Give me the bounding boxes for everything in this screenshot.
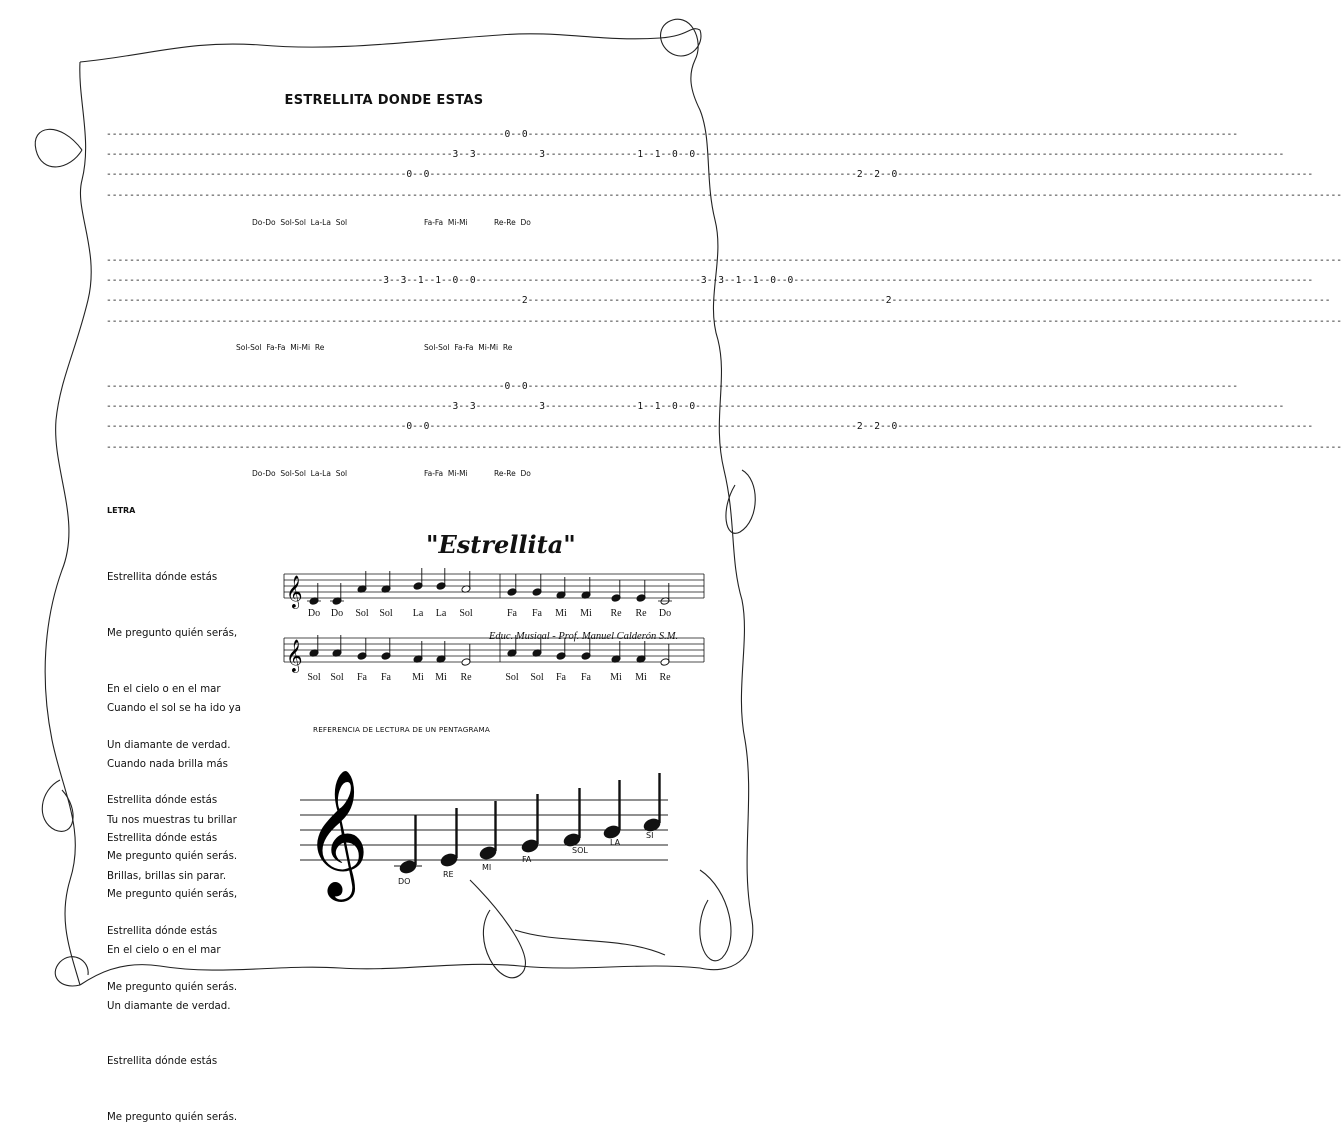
note-label: Mi <box>635 672 647 683</box>
lyric-line: En el cielo o en el mar <box>107 944 221 956</box>
tab-line: ---------------------------------------------------------------------------------------------------------------------------------------------------------------------------------------------------------------------- <box>106 442 1342 453</box>
note-label: Fa <box>507 608 517 619</box>
reference-note-label: RE <box>443 870 454 879</box>
note-label: Re <box>635 608 647 619</box>
note-label: Sol <box>307 672 321 683</box>
lyric-line: Me pregunto quién serás. <box>107 851 238 863</box>
reference-note-label: SI <box>646 831 654 840</box>
note-label: Fa <box>357 672 367 683</box>
note-label: Mi <box>555 608 567 619</box>
note-label: Sol <box>330 672 344 683</box>
tab-line: ----------------------------------------------------0--0--------------------------------------------------------------------------2--2--0------------------------------------------------------------------------ <box>106 169 1314 180</box>
note-label: Do <box>307 608 321 619</box>
lyric-line: Un diamante de verdad. <box>107 739 231 751</box>
note-label: Mi <box>610 672 622 683</box>
tab-note-text: Fa-Fa Mi-Mi <box>424 218 468 227</box>
reference-note-label: DO <box>398 877 411 886</box>
reference-note-label: MI <box>482 863 492 872</box>
page-title: ESTRELLITA DONDE ESTAS <box>284 93 484 108</box>
tab-note-text: Re-Re Do <box>494 469 531 478</box>
note-label: La <box>435 608 447 619</box>
score-credit: Educ. Musical - Prof. Manuel Calderón S.M. <box>489 631 679 642</box>
tab-line: ------------------------------------------------------------3--3-----------3----------------1--1--0--0------------------------------------------------------------------------------------------------------ <box>106 401 1285 412</box>
note-label: Sol <box>530 672 544 683</box>
reference-note-label: FA <box>522 855 532 864</box>
lyric-line: Cuando nada brilla más <box>107 758 228 770</box>
lyric-line: Un diamante de verdad. <box>107 1000 231 1012</box>
note-label: Sol <box>355 608 369 619</box>
tab-line: ---------------------------------------------------------------------0--0--------------------------------------------------------------------------------------------------------------------------- <box>106 129 1239 140</box>
note-label: Do <box>330 608 344 619</box>
tab-line: ---------------------------------------------------------------------0--0--------------------------------------------------------------------------------------------------------------------------- <box>106 381 1239 392</box>
tab-note-text: Sol-Sol Fa-Fa Mi-Mi Re <box>424 343 513 352</box>
lyric-line: Cuando el sol se ha ido ya <box>107 703 241 715</box>
lyric-line: En el cielo o en el mar <box>107 683 221 695</box>
note-label: Sol <box>379 608 393 619</box>
treble-clef-icon: 𝄞 <box>286 576 303 607</box>
tab-line: ------------------------------------------------------------3--3-----------3----------------1--1--0--0------------------------------------------------------------------------------------------------------ <box>106 149 1285 160</box>
note-label: Fa <box>381 672 391 683</box>
reference-title: REFERENCIA DE LECTURA DE UN PENTAGRAMA <box>313 725 491 734</box>
tab-line: ---------------------------------------------------------------------------------------------------------------------------------------------------------------------------------------------------------------------- <box>106 190 1342 201</box>
lyric-line: Estrellita dónde estás <box>107 833 218 845</box>
score-title: "Estrellita" <box>426 530 576 559</box>
lyric-line: Estrellita dónde estás <box>107 926 218 938</box>
reference-note-label: LA <box>610 838 621 847</box>
tab-note-text: Fa-Fa Mi-Mi <box>424 469 468 478</box>
tab-line: ----------------------------------------------------0--0--------------------------------------------------------------------------2--2--0------------------------------------------------------------------------ <box>106 421 1314 432</box>
note-label: Fa <box>556 672 566 683</box>
lyric-line: Estrellita dónde estás <box>107 795 218 807</box>
lyric-line: Tu nos muestras tu brillar <box>107 814 237 826</box>
note-label: Fa <box>532 608 542 619</box>
note-label: La <box>412 608 424 619</box>
note-label: Sol <box>505 672 519 683</box>
lyric-line: Me pregunto quién serás, <box>107 627 238 639</box>
tab-line: ------------------------------------------------------------------------2--------------------------------------------------------------2---------------------------------------------------------------------------- <box>106 295 1331 306</box>
note-label: Do <box>658 608 672 619</box>
lyric-line: Me pregunto quién serás. <box>107 982 238 994</box>
note-label: Fa <box>581 672 591 683</box>
lyric-line: Brillas, brillas sin parar. <box>107 870 227 882</box>
tab-note-text: Do-Do Sol-Sol La-La Sol <box>252 469 348 478</box>
lyric-line: Me pregunto quién serás. <box>107 1112 238 1124</box>
tab-line: ---------------------------------------------------------------------------------------------------------------------------------------------------------------------------------------------------------------------- <box>106 255 1342 266</box>
note-label: Re <box>460 672 472 683</box>
lyric-line: Me pregunto quién serás, <box>107 888 238 900</box>
tab-line: ------------------------------------------------3--3--1--1--0--0---------------------------------------3--3--1--1--0--0------------------------------------------------------------------------------------------ <box>106 275 1314 286</box>
treble-clef-icon: 𝄞 <box>286 640 303 671</box>
note-label: Re <box>659 672 671 683</box>
tab-note-text: Sol-Sol Fa-Fa Mi-Mi Re <box>236 343 325 352</box>
reference-note-label: SOL <box>572 846 588 855</box>
lyrics-heading: LETRA <box>107 506 136 515</box>
treble-clef-icon: 𝄞 <box>304 771 370 894</box>
note-label: Sol <box>459 608 473 619</box>
note-label: Re <box>610 608 622 619</box>
lyric-line: Estrellita dónde estás <box>107 1056 218 1068</box>
tab-note-text: Re-Re Do <box>494 218 531 227</box>
note-label: Mi <box>435 672 447 683</box>
tab-line: ---------------------------------------------------------------------------------------------------------------------------------------------------------------------------------------------------------------------- <box>106 316 1342 327</box>
tab-note-text: Do-Do Sol-Sol La-La Sol <box>252 218 348 227</box>
note-label: Mi <box>412 672 424 683</box>
lyric-line: Estrellita dónde estás <box>107 572 218 584</box>
note-label: Mi <box>580 608 592 619</box>
